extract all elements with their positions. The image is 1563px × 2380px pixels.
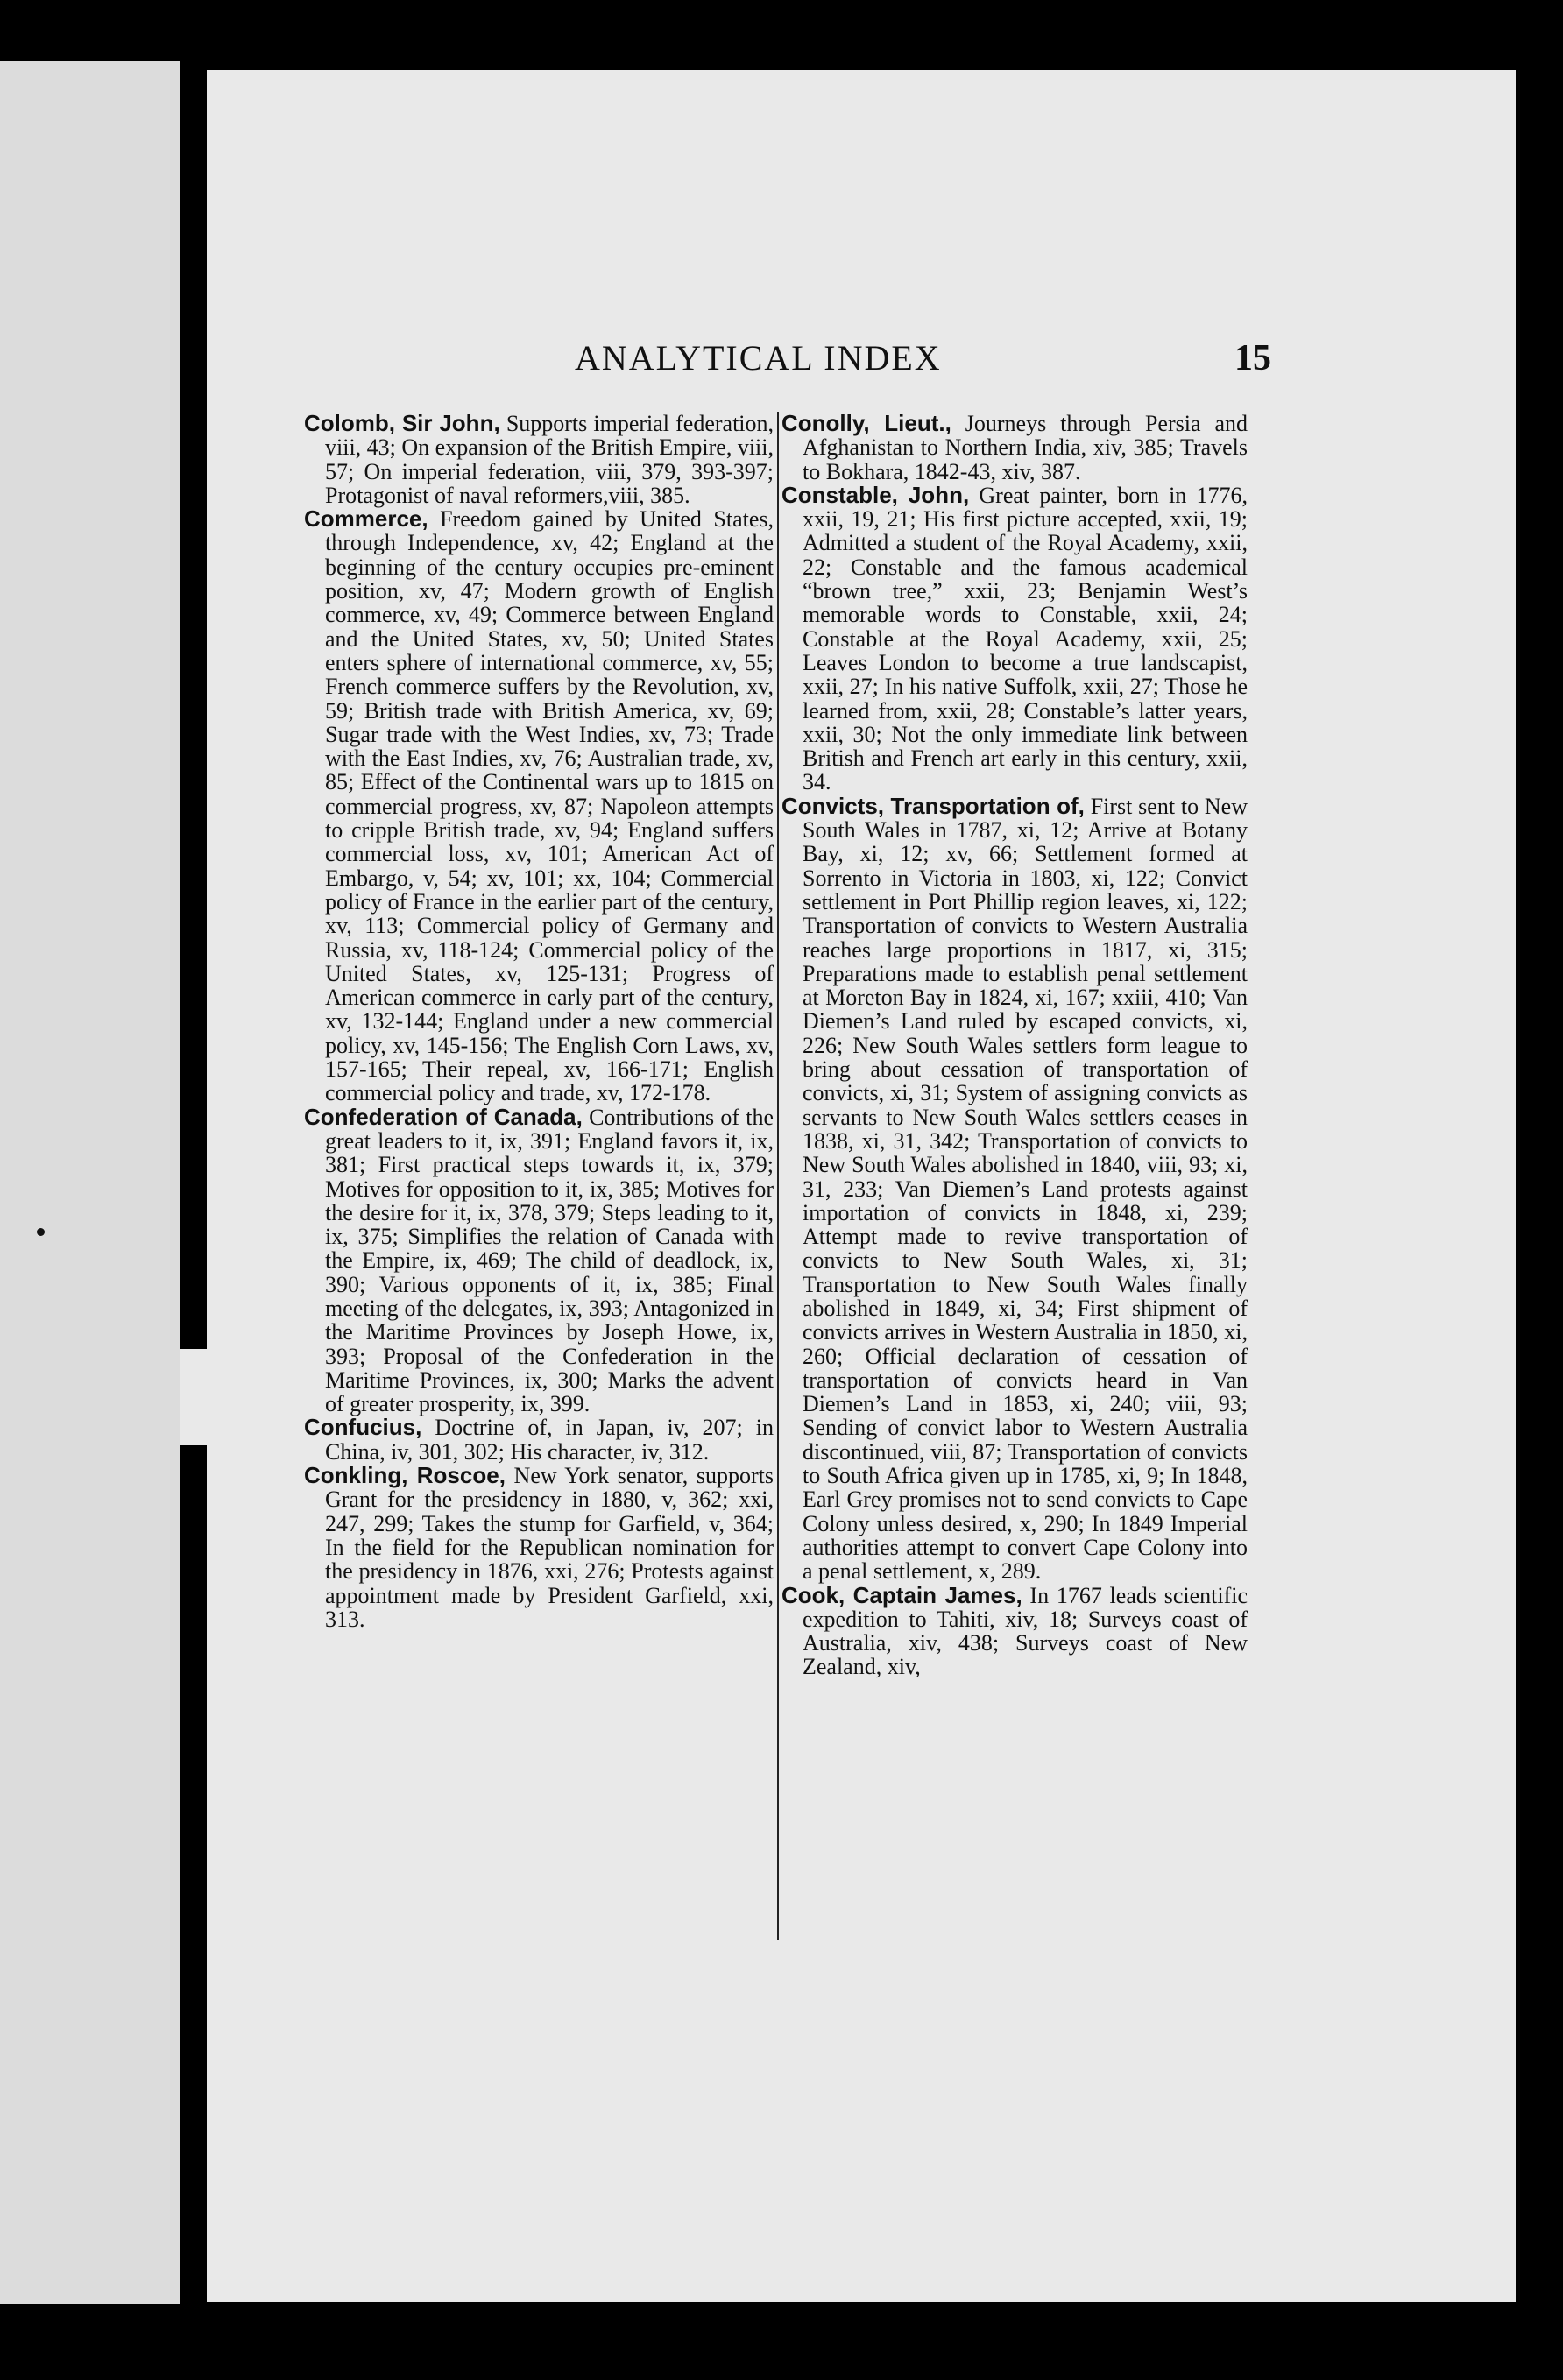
page-title: ANALYTICAL INDEX (575, 338, 942, 378)
entry-heading: Confederation of Canada, (304, 1103, 583, 1130)
entry-text: Journeys through Persia and Afghanistan to Northern India, xiv, 385; Travels to Bokhara, 1842-43, xiv, 387. (803, 411, 1248, 484)
index-entry (782, 792, 1248, 1585)
right-column (782, 412, 1248, 1679)
running-header (575, 337, 1271, 381)
entry-text: First sent to New South Wales in 1787, xi, 12; Arrive at Botany Bay, xi, 12; xv, 66; Settlement formed at Sorrento in Victoria in 1803, xi, 122; Convict settlement in Port Phillip region leaves, xi, 122; Transportation of convicts to Western Australia reaches large proportions in 1817, xi, 315; Preparations made to establish penal settlement at Moreton Bay in 1824, xi, 167; xxiii, 410; Van Diemen’s Land ruled by escaped convicts, xi, 226; New South Wales settlers form league to bring about cessation of transportation of convicts, xi, 31; System of assigning convicts as servants to New South Wales settlers ceases in 1838, xi, 31, 342; Transportation of convicts to New South Wales abolished in 1840, viii, 93; xi, 31, 233; Van Diemen’s Land protests against importation of convicts in 1848, xi, 239; Attempt made to revive transportation of convicts to New South Wales, xi, 31; Transportation to New South Wales finally abolished in 1849, xi, 34; First shipment of convicts arrives in Western Australia in 1850, xi, 260; Official declaration of cessation of transportation of convicts heard in Van Diemen’s Land in 1853, xi, 240; viii, 93; Sending of convict labor to Western Australia discontinued, viii, 87; Transportation of convicts to South Africa given up in 1785, xi, 9; In 1848, Earl Grey promises not to send convicts to Cape Colony unless desired, x, 290; In 1849 Imperial authorities attempt to convert Cape Colony into a penal settlement, x, 289. (803, 793, 1248, 1585)
entry-text: Freedom gained by United States, through Independence, xv, 42; England at the beginning of the century occupies pre-eminent position, xv, 47; Modern growth of English commerce, xv, 49; Commerce between England and the United States, xv, 50; United States enters sphere of international commerce, xv, 55; French commerce suffers by the Revolution, xv, 59; British trade with British America, xv, 69; Sugar trade with the West Indies, xv, 73; Trade with the East Indies, xv, 76; Australian trade, xv, 85; Effect of the Continental wars up to 1815 on commercial progress, xv, 87; Napoleon attempts to cripple British trade, xv, 94; England suffers commercial loss, xv, 101; American Act of Embargo, v, 54; xv, 101; xx, 104; Commercial policy of France in the earlier part of the century, xv, 113; Commercial policy of Germany and Russia, xv, 118-124; Commercial policy of the United States, xv, 125-131; Progress of American commerce in early part of the century, xv, 132-144; England under a new commercial policy, xv, 145-156; The English Corn Laws, xv, 157-165; Their repeal, xv, 166-171; English commercial policy and trade, xv, 172-178. (325, 506, 774, 1106)
index-entry (782, 1581, 1248, 1680)
index-entry (304, 1464, 774, 1631)
entry-heading: Cook, Captain James, (782, 1581, 1022, 1608)
entry-heading: Colomb, Sir John, (304, 410, 500, 436)
page-number: 15 (1234, 338, 1271, 378)
entry-heading: Convicts, Transportation of, (782, 792, 1085, 819)
margin-dot (37, 1228, 45, 1236)
index-entry (304, 1105, 774, 1416)
facing-page-edge (0, 61, 180, 2304)
index-entry (304, 412, 774, 507)
entry-heading: Conkling, Roscoe, (304, 1462, 506, 1489)
entry-text: New York senator, supports Grant for the presidency in 1880, v, 362; xxi, 247, 299; Takes the stump for Garfield, v, 364; In the field for the Republican nomination for the presidency in 1876, xxi, 276; Protests against appointment made by President Garfield, xxi, 313. (325, 1463, 774, 1632)
entry-text: Doctrine of, in Japan, iv, 207; in China, iv, 301, 302; His character, iv, 312. (325, 1415, 774, 1465)
entry-text: Great painter, born in 1776, xxii, 19, 21; His first picture accepted, xxii, 19; Admitted a student of the Royal Academy, xxii, 22; Constable and the famous academical “brown tree,” xxii, 23; Benjamin West’s memorable words to Constable, xxii, 24; Constable at the Royal Academy, xxii, 25; Leaves London to become a true landscapist, xxii, 27; In his native Suffolk, xxii, 27; Those he learned from, xxii, 28; Constable’s latter years, xxii, 30; Not the only immediate link between British and French art early in this century, xxii, 34. (803, 482, 1248, 795)
index-entry (782, 412, 1248, 484)
entry-text: Supports imperial federation, viii, 43; On expansion of the British Empire, viii, 57; On imperial federation, viii, 379, 393-397; Protagonist of naval reformers,viii, 385. (325, 411, 774, 508)
entry-heading: Conolly, Lieut., (782, 410, 951, 436)
entry-text: In 1767 leads scientific expedition to Tahiti, xiv, 18; Surveys coast of Australia, xiv, 438; Surveys coast of New Zealand, xiv, (803, 1582, 1248, 1680)
page-tear (180, 1349, 207, 1445)
entry-text: Contributions of the great leaders to it, ix, 391; England favors it, ix, 381; First practical steps towards it, ix, 379; Motives for opposition to it, ix, 385; Motives for the desire for it, ix, 378, 379; Steps leading to it, ix, 375; Simplifies the relation of Canada with the Empire, ix, 469; The child of deadlock, ix, 390; Various opponents of it, ix, 385; Final meeting of the delegates, ix, 393; Antagonized in the Maritime Provinces by Joseph Howe, ix, 393; Proposal of the Confederation in the Maritime Provinces, ix, 300; Marks the advent of greater prosperity, ix, 399. (325, 1104, 774, 1417)
column-divider (777, 412, 779, 1940)
index-entry (304, 1416, 774, 1464)
index-entry (782, 481, 1248, 795)
entry-heading: Commerce, (304, 505, 428, 533)
entry-heading: Confucius, (304, 1414, 422, 1441)
entry-heading: Constable, John, (782, 481, 970, 508)
left-column (304, 412, 774, 1631)
index-entry (304, 507, 774, 1105)
